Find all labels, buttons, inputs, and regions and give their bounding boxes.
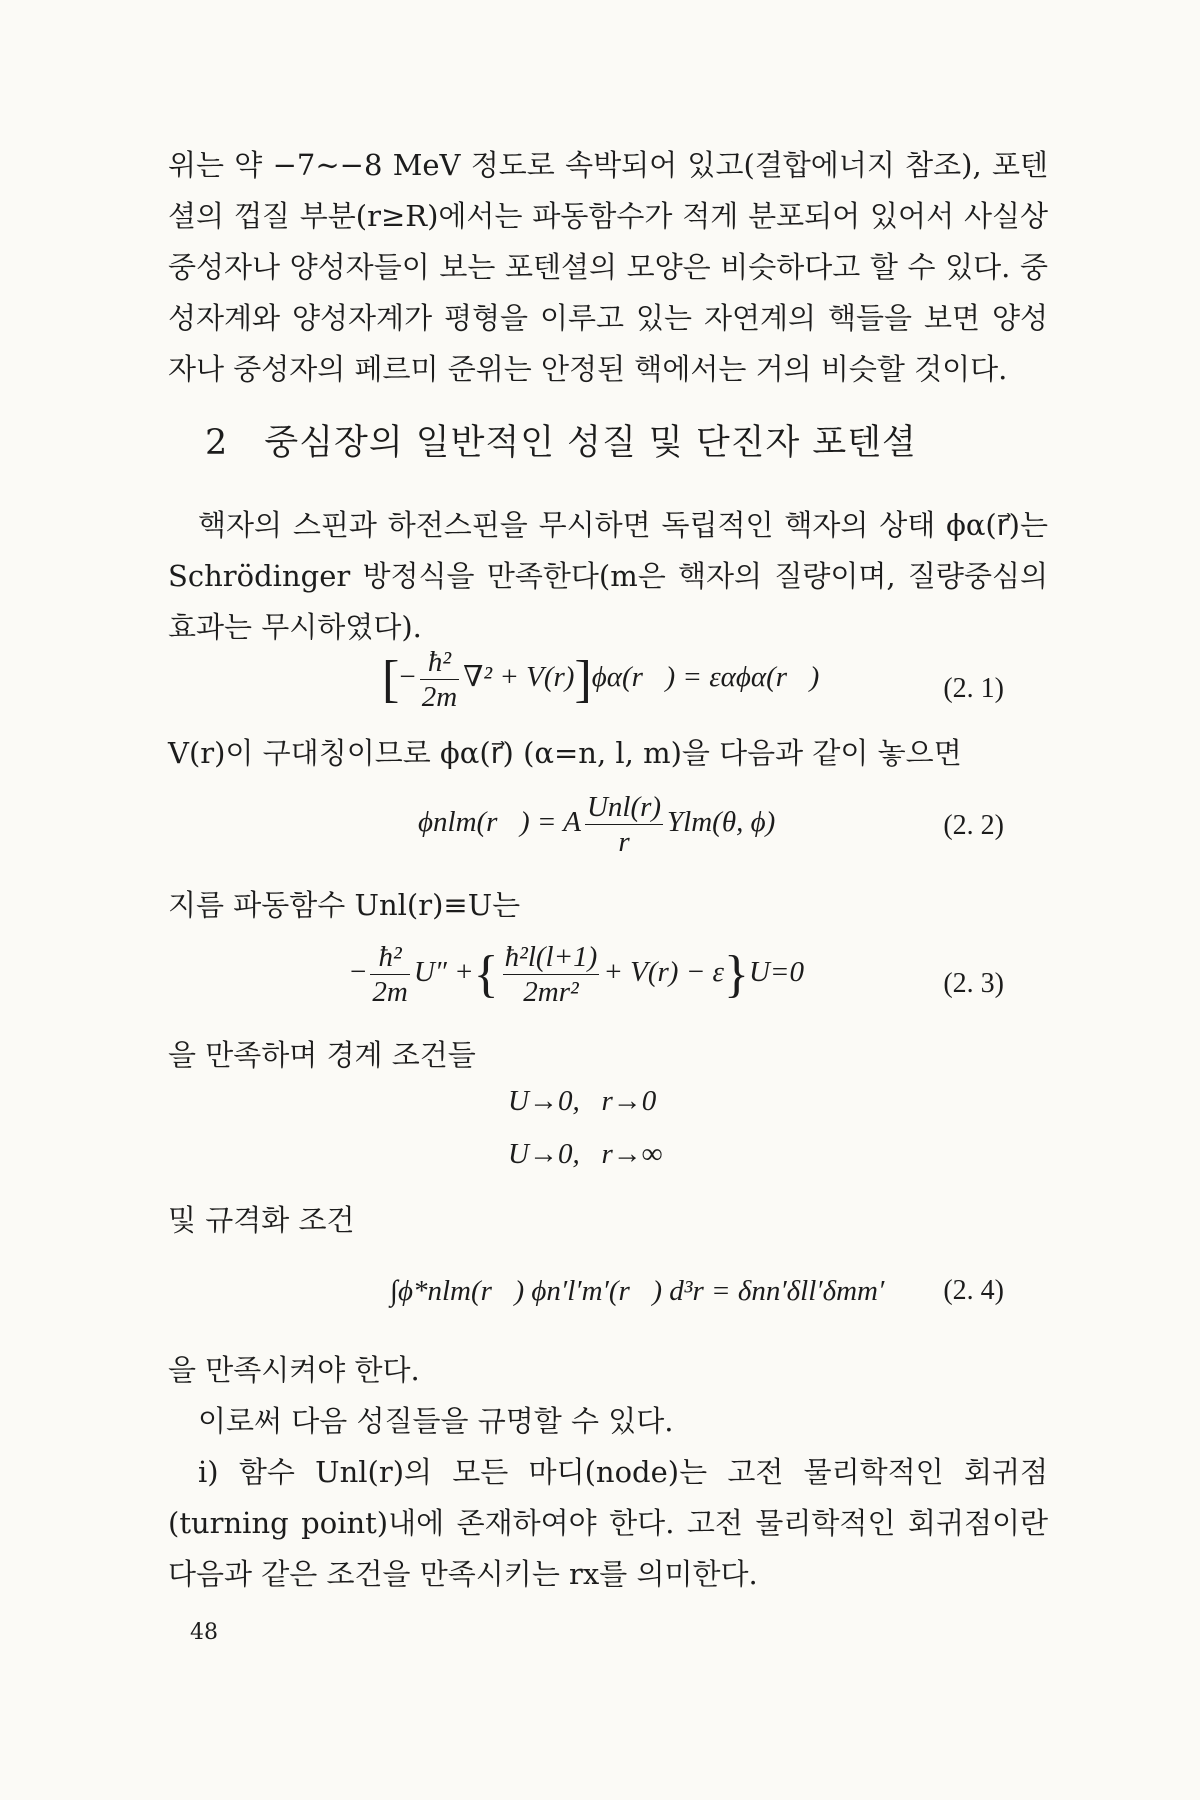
paragraph-9 xyxy=(168,1447,1048,1600)
equation-number: (2. 1) xyxy=(943,673,1004,704)
paragraph-text: 위는 약 −7∼−8 MeV 정도로 속박되어 있고(결합에너지 참조), 포텐셜의 껍질 부분(r≥R)에서는 파동함수가 적게 분포되어 있어서 사실상 중성자나 양성자들이 보는 포텐셜의 모양은 비슷하다고 할 수 있다. 중성자계와 양성자계가 평형을 이루고 있는 자연계의 핵들을 보면 양성자나 중성자의 페르미 준위는 안정된 핵에서는 거의 비슷할 것이다. xyxy=(168,148,1048,386)
paragraph-text: 을 만족시켜야 한다. xyxy=(168,1353,420,1387)
eq2-right: Ylm(θ, ϕ) xyxy=(667,806,776,839)
eq1-frac-den: 2m xyxy=(421,681,458,713)
eq4-body: ∫ϕ*nlm(r⃗) ϕn′l′m′(r⃗) d³r = δnn′δll′δmm′ xyxy=(390,1275,885,1307)
document-page: 위는 약 −7∼−8 MeV 정도로 속박되어 있고(결합에너지 참조), 포텐셜의 껍질 부분(r≥R)에서는 파동함수가 적게 분포되어 있어서 사실상 중성자나 양성자들이 보는 포텐셜의 모양은 비슷하다고 할 수 있다. 중성자계와 양성자계가 평형을 이루고 있는 자연계의 핵들을 보면 양성자나 중성자의 페르미 준위는 안정된 핵에서는 거의 비슷할 것이다. 2 중심장의 일반적인 성질 및 단진자 포텐셜 핵자의 스핀과 하전스핀을 무시하면 독립적인 핵자의 상태 ϕα(r⃗)는 Schrödinger 방정식을 만족한다(m은 핵자의 질량이며, 질량중심의 효과는 무시하였다). [− $\frac{\text{ħ²}}{2m}$ ∇² + V(r)]ϕα(r⃗) = εαϕα(r⃗) (2. 1) V(r)이 구대칭이므로 ϕα(r⃗) (α=n, l, m)을 다음과 같이 놓으면 ϕnlm(r⃗) = A $\frac{\text{Unl(r)}}{r}$ Ylm(θ, ϕ) (2. 2) 지름 파동함수 Unl(r)≡U는 − $\frac{\text{ħ²}}{2m}$ U″ +{ $\frac{\text{ħ²l(l+1)}}{\text{2mr²}}$ + V(r) − ε}U=0 (2. 3) 을 만족하며 경계 조건들 U→0, r→0 U→0, r→∞ 및 규격화 조건 ∫ϕ*nlm(r⃗) ϕn′l′m′(r⃗) d³r = δnn′δll′δmm′ (2. 4) 을 만족시켜야 한다. 이로써 다음 성질들을 규명할 수 있다. i) 함수 Unl(r)의 모든 마디(node)는 고전 물리학적인 회귀점(turning point)내에 존재하여야 한다. 고전 물리학적인 회귀점이란 다음과 같은 조건을 만족시키는 rx를 의미한다. 48 xyxy=(0,0,1200,1800)
eq2-frac-num: Unl(r) xyxy=(586,791,662,823)
paragraph-text: V(r)이 구대칭이므로 ϕα(r⃗) (α=n, l, m)을 다음과 같이 놓으면 xyxy=(168,736,962,770)
paragraph-text: 이로써 다음 성질들을 규명할 수 있다. xyxy=(198,1404,674,1438)
paragraph-3 xyxy=(168,728,1048,779)
eq2-left: ϕnlm(r⃗) = A xyxy=(418,806,581,839)
paragraph-text: 을 만족하며 경계 조건들 xyxy=(168,1038,476,1072)
eq3-mid: U″ + xyxy=(413,956,474,989)
paragraph-6 xyxy=(168,1195,1048,1246)
eq1-right: ϕα(r⃗) = εαϕα(r⃗) xyxy=(591,661,820,694)
paragraph-text: 핵자의 스핀과 하전스핀을 무시하면 독립적인 핵자의 상태 ϕα(r⃗)는 Schrödinger 방정식을 만족한다(m은 핵자의 질량이며, 질량중심의 효과는 무시하였다). xyxy=(168,508,1048,644)
equation-number: (2. 4) xyxy=(943,1275,1004,1306)
section-title-text: 중심장의 일반적인 성질 및 단진자 포텐셜 xyxy=(264,423,917,463)
eq3-frac1-num: ħ² xyxy=(370,940,409,975)
paragraph-5 xyxy=(168,1030,1048,1081)
eq3-frac2-den: 2mr² xyxy=(523,976,579,1008)
paragraph-1 xyxy=(168,140,1048,395)
section-number: 2 xyxy=(205,423,229,463)
eq3-right: U=0 xyxy=(748,956,804,989)
eq3-frac2-num: ħ²l(l+1) xyxy=(504,941,598,973)
section-heading xyxy=(205,415,917,465)
page-number: 48 xyxy=(190,1620,218,1645)
equation-number: (2. 3) xyxy=(943,968,1004,999)
paragraph-4 xyxy=(168,880,1048,931)
bc1-text: U→0, r→0 xyxy=(508,1085,657,1117)
paragraph-text: 지름 파동함수 Unl(r)≡U는 xyxy=(168,888,521,922)
eq2-frac-den: r xyxy=(618,826,630,858)
paragraph-7 xyxy=(168,1345,1048,1396)
paragraph-text: 및 규격화 조건 xyxy=(168,1203,355,1237)
eq3-frac1-den: 2m xyxy=(372,976,408,1008)
eq3-inner: + V(r) − ε xyxy=(603,956,724,989)
eq1-frac-num: ħ² xyxy=(420,645,459,680)
equation-number: (2. 2) xyxy=(943,810,1004,841)
paragraph-2 xyxy=(168,500,1048,653)
paragraph-8 xyxy=(168,1396,1048,1447)
paragraph-text: i) 함수 Unl(r)의 모든 마디(node)는 고전 물리학적인 회귀점(turning point)내에 존재하여야 한다. 고전 물리학적인 회귀점이란 다음과 같은 조건을 만족시키는 rx를 의미한다. xyxy=(168,1455,1048,1591)
bc2-text: U→0, r→∞ xyxy=(508,1138,663,1170)
eq1-operator: ∇² + V(r) xyxy=(463,661,575,694)
